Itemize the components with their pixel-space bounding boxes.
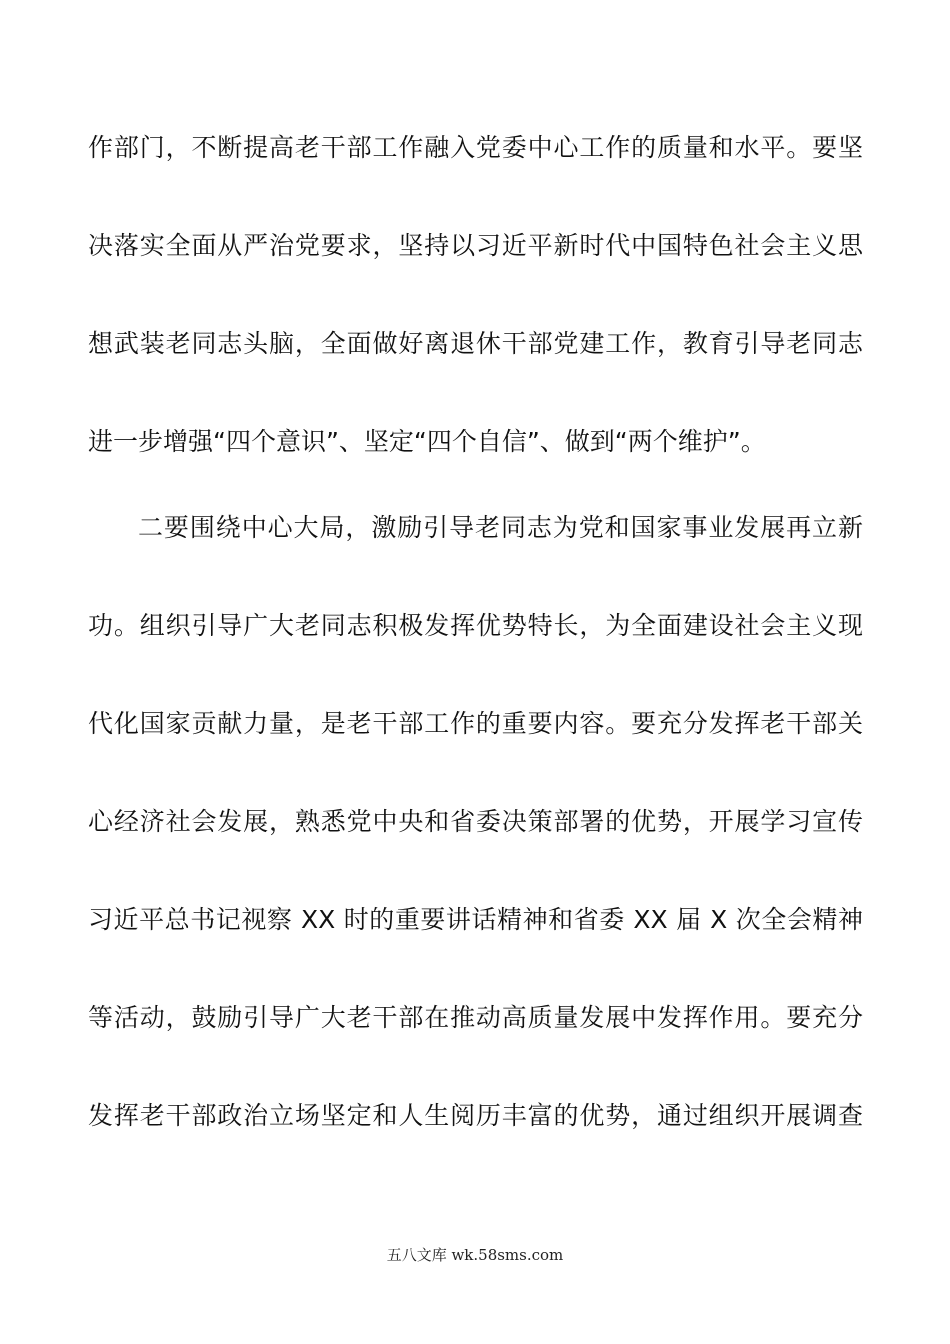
body-line-3: 想武装老同志头脑，全面做好离退休干部党建工作，教育引导老同志 bbox=[88, 329, 863, 358]
body-line-10: 等活动，鼓励引导广大老干部在推动高质量发展中发挥作用。要充分 bbox=[88, 1003, 863, 1032]
body-line-9: 习近平总书记视察 XX 时的重要讲话精神和省委 XX 届 X 次全会精神 bbox=[88, 905, 863, 934]
body-line-5: 二要围绕中心大局，激励引导老同志为党和国家事业发展再立新 bbox=[138, 513, 863, 542]
body-line-8: 心经济社会发展，熟悉党中央和省委决策部署的优势，开展学习宣传 bbox=[88, 807, 863, 836]
body-line-7: 代化国家贡献力量，是老干部工作的重要内容。要充分发挥老干部关 bbox=[88, 709, 863, 738]
body-line-1: 作部门，不断提高老干部工作融入党委中心工作的质量和水平。要坚 bbox=[88, 133, 863, 162]
body-line-2: 决落实全面从严治党要求，坚持以习近平新时代中国特色社会主义思 bbox=[88, 231, 863, 260]
body-line-4: 进一步增强“四个意识”、坚定“四个自信”、做到“两个维护”。 bbox=[88, 427, 766, 456]
page-footer-watermark: 五八文库 wk.58sms.com bbox=[386, 1246, 564, 1264]
body-line-11: 发挥老干部政治立场坚定和人生阅历丰富的优势，通过组织开展调查 bbox=[88, 1101, 863, 1130]
body-line-6: 功。组织引导广大老同志积极发挥优势特长，为全面建设社会主义现 bbox=[88, 611, 863, 640]
